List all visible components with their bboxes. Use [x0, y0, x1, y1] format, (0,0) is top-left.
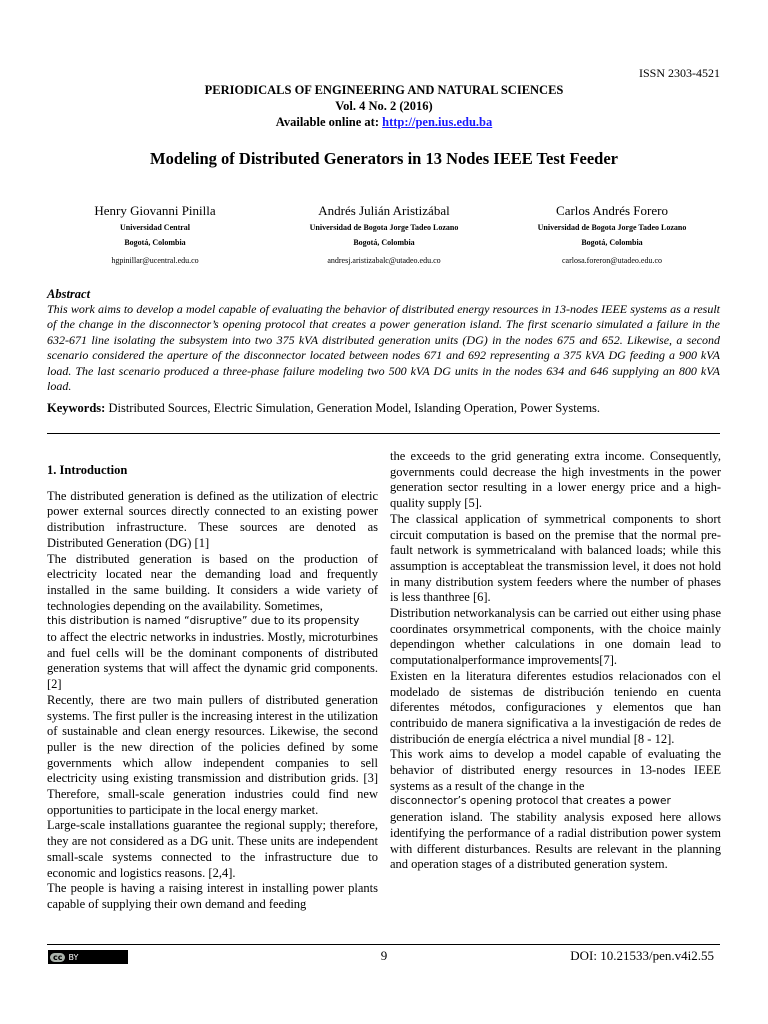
- journal-header: [0, 82, 768, 130]
- journal-name: PERIODICALS OF ENGINEERING AND NATURAL SCIENCES: [204, 83, 564, 97]
- author-2: [269, 202, 499, 268]
- page-number: 9: [380, 948, 388, 963]
- paragraph: Distribution networkanalysis can be carried out either using phase coordinates orsymmetrical components, with the choice mainly dependingon whether calculations in one domain lead to computationalperformance improvements[7].: [390, 606, 721, 668]
- author-affiliation: Universidad de Bogota Jorge Tadeo Lozano: [537, 223, 687, 232]
- abstract: [47, 287, 720, 394]
- paragraph-line: this distribution is named “disruptive” due to its propensity: [47, 615, 360, 628]
- author-3: [497, 202, 727, 268]
- author-email: hgpinillar@ucentral.edu.co: [111, 256, 199, 265]
- author-email: andresj.aristizabalc@utadeo.edu.co: [327, 256, 441, 265]
- paper-title: Modeling of Distributed Generators in 13 Nodes IEEE Test Feeder: [150, 149, 618, 168]
- keywords-text: Distributed Sources, Electric Simulation, Generation Model, Islanding Operation, Power Systems.: [105, 401, 601, 415]
- author-name: Andrés Julián Aristizábal: [318, 203, 450, 218]
- author-name: Carlos Andrés Forero: [556, 203, 668, 218]
- paragraph: generation island. The stability analysis exposed here allows identifying the performance of a radial distribution power system with different disturbances. Results are relevant in the planning and operation stages of a distributed generation system.: [390, 810, 721, 872]
- paragraph: The classical application of symmetrical components to short circuit computation is based on the premise that the normal pre-fault network is symmetricaland with balanced loads; while this assumption is acceptableat the transmission level, it does not hold in many distribution system feeders where the number of phases is less thanthree [6].: [390, 511, 721, 605]
- paragraph: The people is having a raising interest in installing power plants capable of supplying their own demand and feeding: [47, 881, 378, 911]
- keywords: [47, 401, 720, 416]
- author-name: Henry Giovanni Pinilla: [94, 203, 216, 218]
- footer-divider: [47, 944, 720, 945]
- section-divider: [47, 433, 720, 434]
- section-heading: 1. Introduction: [47, 463, 128, 477]
- author-email: carlosa.foreron@utadeo.edu.co: [562, 256, 662, 265]
- author-affiliation: Universidad Central: [120, 223, 190, 232]
- right-column: [390, 449, 721, 873]
- paragraph: The distributed generation is based on the production of electricity located near the demanding load and frequently installed in the same building. It considers a wide variety of technologies depending on the availability. Sometimes,: [47, 551, 378, 613]
- left-column: [47, 449, 378, 913]
- author-city: Bogotá, Colombia: [581, 238, 643, 247]
- author-city: Bogotá, Colombia: [124, 238, 186, 247]
- abstract-heading: Abstract: [47, 287, 91, 301]
- cc-by-label: BY: [68, 952, 79, 962]
- cc-badge: cc: [50, 953, 65, 962]
- paragraph: to affect the electric networks in industries. Mostly, microturbines and fuel cells will be the dominant components of distributed generation systems that will affect the dynamic grid components. [2]: [47, 630, 378, 692]
- author-city: Bogotá, Colombia: [353, 238, 415, 247]
- author-1: [40, 202, 270, 268]
- doi: DOI: 10.21533/pen.v4i2.55: [570, 948, 714, 963]
- paragraph: the exceeds to the grid generating extra income. Consequently, governments could decrease the high investments in the power generation sector resulting in a lower energy price and a high-quality supply [5].: [390, 449, 721, 511]
- keywords-label: Keywords:: [47, 401, 106, 415]
- paragraph: Large-scale installations guarantee the regional supply; therefore, they are not considered as a DG unit. These units are independent small-scale systems connected to the infrastructure due to economic and logistics reasons. [2,4].: [47, 818, 378, 880]
- paragraph: The distributed generation is defined as the utilization of electric power external sources directly connected to an existing power distribution infrastructure. These sources are denoted as Distributed Generation (DG) [1]: [47, 488, 378, 550]
- issn: ISSN 2303-4521: [638, 66, 720, 80]
- journal-availability: [0, 114, 768, 130]
- paragraph: Existen en la literatura diferentes estudios relacionados con el modelado de sistemas de distribución teniendo en cuenta diferentes métodos, configuraciones y elementos que han contribuido de manera significativa a la investigación de redes de distribución de energía eléctrica a nivel mundial [8 - 12].: [390, 668, 721, 746]
- available-label: Available online at:: [275, 115, 383, 129]
- journal-url-link[interactable]: http://pen.ius.edu.ba: [382, 115, 493, 129]
- paragraph: Recently, there are two main pullers of distributed generation systems. The first puller is the increasing interest in the utilization of sustainable and clean energy resources. Likewise, the second puller is the new direction of the policies defined by some governments which allow independent companies to sell electricity using existing transmission and distribution grids. [3] Therefore, small-scale generation industries could find new opportunities to participate in the local energy market.: [47, 692, 378, 817]
- paragraph: This work aims to develop a model capable of evaluating the behavior of distributed energy resources in 13-nodes IEEE systems as a result of the change in the: [390, 747, 721, 793]
- journal-volume: Vol. 4 No. 2 (2016): [335, 99, 433, 113]
- abstract-text: This work aims to develop a model capable of evaluating the behavior of distributed energy resources in 13-nodes IEEE systems as a result of the change in the disconnector’s opening protocol that creates a power generation island. The first scenario simulated a failure in the 632-671 line isolating the subsystem into two 375 kVA distributed generation units (DG) in the nodes 675 and 652. Likewise, a second scenario considered the aperture of the disconnector located between nodes 671 and 692 representing a 375 kVA DG feeding a 900 kVA load. The last scenario produced a three-phase failure modeling two 500 kVA DG units in the nodes 634 and 646 supplying an 800 kVA load.: [47, 302, 720, 394]
- author-affiliation: Universidad de Bogota Jorge Tadeo Lozano: [309, 223, 459, 232]
- paragraph-line: disconnector’s opening protocol that creates a power: [390, 795, 671, 808]
